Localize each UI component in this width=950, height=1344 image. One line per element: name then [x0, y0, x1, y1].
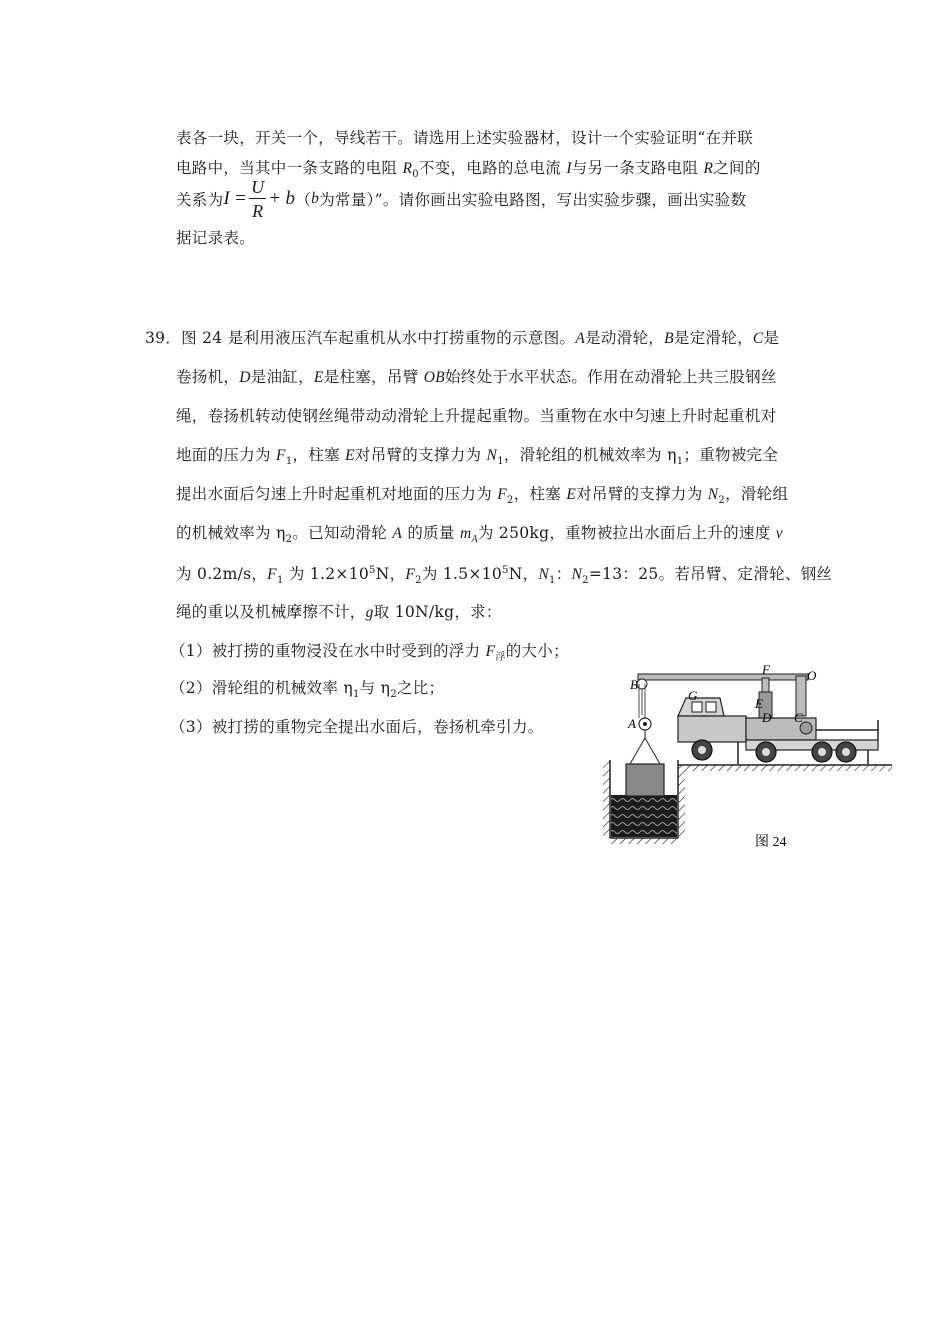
cab-window [692, 702, 702, 712]
sup: 5 [502, 564, 509, 576]
water [611, 795, 677, 837]
var: B [664, 330, 674, 347]
text: 地面的压力为 [176, 446, 277, 464]
text: N， [508, 565, 539, 583]
text: 是定滑轮， [673, 329, 753, 347]
text: 对吊臂的支撑力为 [576, 485, 708, 503]
sub: 1 [549, 575, 556, 587]
text: 之间的 [713, 159, 761, 177]
text: 取 10N/kg，求： [373, 603, 502, 621]
label-f: F [762, 662, 770, 677]
text: ；重物被完全 [683, 446, 779, 464]
var-b: b [311, 190, 320, 207]
var: g [365, 604, 374, 621]
text: ，滑轮组的机械效率为 η [503, 446, 677, 464]
text: 是动滑轮， [585, 329, 665, 347]
sub: A [471, 534, 478, 546]
sub: 0 [412, 169, 419, 181]
var: N [486, 447, 498, 464]
var: A [575, 330, 586, 347]
fixed-pulley-b [637, 679, 647, 689]
q39-line-1 [145, 326, 779, 348]
figure-caption: 图 24 [755, 835, 787, 850]
var: v [775, 525, 783, 542]
sling-left [630, 738, 645, 764]
text: 39．图 24 是利用液压汽车起重机从水中打捞重物的示意图。 [145, 329, 576, 347]
figure-24 [600, 660, 900, 860]
text: ，柱塞 [292, 446, 346, 464]
var: F [276, 447, 286, 464]
text: 为 1.5×10 [421, 565, 503, 583]
sub: 2 [718, 495, 726, 507]
formula-eq: = [230, 188, 247, 209]
var: F [267, 566, 277, 583]
text: 为 1.2×10 [283, 565, 370, 583]
q39-sub-1 [170, 639, 569, 663]
text: （3）被打捞的重物完全提出水面后，卷扬机牵引力。 [170, 718, 544, 736]
prev-line-4 [176, 226, 255, 248]
text: 为常量）”。请你画出实验电路图，写出实验步骤，画出实验数 [319, 191, 747, 209]
label-a: A [628, 716, 636, 731]
var: N [538, 566, 550, 583]
heavy-object [626, 764, 664, 796]
text: 与另一条支路电阻 [571, 159, 704, 177]
var: E [345, 447, 355, 464]
q39-line-7 [176, 562, 832, 586]
q39-line-2 [176, 365, 777, 387]
text: 之比； [396, 679, 445, 697]
var: N [707, 486, 719, 503]
sub: 2 [582, 575, 589, 587]
text: 据记录表。 [176, 229, 256, 247]
label-d: D [762, 710, 772, 725]
label-c: C [794, 710, 803, 725]
var: OB [423, 369, 445, 386]
q39-line-3 [176, 404, 776, 426]
var: F [497, 486, 508, 503]
var: E [566, 486, 577, 503]
text: 卷扬机， [176, 368, 240, 386]
text: 。已知动滑轮 [292, 524, 393, 542]
text: 与 η [359, 679, 391, 697]
text: （1）被打捞的重物浸没在水中时受到的浮力 [170, 642, 486, 660]
formula-plus: + [269, 188, 286, 209]
q39-line-6 [176, 521, 783, 545]
formula-i: I [223, 188, 231, 209]
text: N， [375, 565, 406, 583]
var: m [459, 525, 472, 542]
fraction-denominator: R [252, 201, 264, 221]
text: 绳的重以及机械摩擦不计， [176, 603, 366, 621]
text: 电路中，当其中一条支路的电阻 [176, 159, 403, 177]
var: F [485, 643, 496, 660]
cab-window [706, 702, 716, 712]
sub: 2 [507, 495, 514, 507]
text: （ [295, 191, 312, 209]
text: 的质量 [402, 524, 460, 542]
var: E [313, 369, 324, 386]
formula-b: b [285, 188, 296, 209]
sub: 1 [497, 456, 504, 468]
text: 提出水面后匀速上升时起重机对地面的压力为 [176, 485, 498, 503]
label-g: G [688, 688, 698, 703]
text: 表各一块，开关一个，导线若干。请选用上述实验器材，设计一个实验证明“在并联 [176, 129, 754, 147]
var: N [571, 566, 583, 583]
text: 的大小； [505, 642, 569, 660]
sling-right [645, 738, 660, 764]
text: 为 250kg，重物被拉出水面后上升的速度 [477, 524, 776, 542]
sub: 1 [676, 456, 684, 468]
sub: 2 [285, 534, 293, 546]
ground-hatch [685, 765, 892, 771]
text: ，柱塞 [513, 485, 567, 503]
text: （2）滑轮组的机械效率 η [170, 679, 353, 697]
text: 的机械效率为 η [176, 524, 286, 542]
label-b: B [630, 677, 638, 692]
sub: 1 [285, 456, 293, 468]
text: 是柱塞，吊臂 [323, 368, 424, 386]
label-o: O [807, 668, 817, 683]
q39-line-4 [176, 443, 778, 467]
label-e: E [755, 696, 763, 711]
q39-line-5 [176, 482, 788, 506]
text: 不变，电路的总电流 [418, 159, 567, 177]
plunger-e [762, 678, 769, 692]
var-i: I [566, 160, 572, 177]
q39-sub-3 [170, 715, 544, 737]
prev-line-1 [176, 126, 753, 148]
text: 对吊臂的支撑力为 [354, 446, 487, 464]
q39-sub-2 [170, 676, 444, 700]
text: ，滑轮组 [725, 485, 789, 503]
var-r: R [703, 160, 714, 177]
sup: 5 [369, 564, 376, 576]
var: A [392, 525, 403, 542]
text: 绳，卷扬机转动使钢丝绳带动动滑轮上升提起重物。当重物在水中匀速上升时起重机对 [176, 407, 777, 425]
formula-fraction [249, 178, 266, 220]
pulley-axle [643, 722, 647, 726]
sub: 1 [276, 575, 284, 587]
text: 始终处于水平状态。作用在动滑轮上共三股钢丝 [444, 368, 777, 386]
text: 关系为 [176, 191, 224, 209]
var: D [239, 369, 251, 386]
var: C [752, 330, 764, 347]
text: 为 0.2m/s， [176, 565, 268, 583]
sub: 1 [352, 689, 360, 701]
sub: 2 [415, 575, 422, 587]
prev-line-3 [176, 178, 746, 220]
fraction-numerator: U [251, 177, 265, 197]
boom-ob [638, 674, 808, 680]
text: 是油缸， [250, 368, 314, 386]
sub: 浮 [495, 652, 506, 664]
cab-body [678, 716, 746, 742]
text: ： [555, 565, 572, 583]
q39-line-8 [176, 600, 502, 622]
text: 是 [763, 329, 780, 347]
text: =13：25。若吊臂、定滑轮、钢丝 [588, 565, 833, 583]
var: F [405, 566, 416, 583]
var-r0: R [402, 160, 413, 177]
crane-diagram [600, 660, 900, 860]
sub: 2 [390, 689, 397, 701]
